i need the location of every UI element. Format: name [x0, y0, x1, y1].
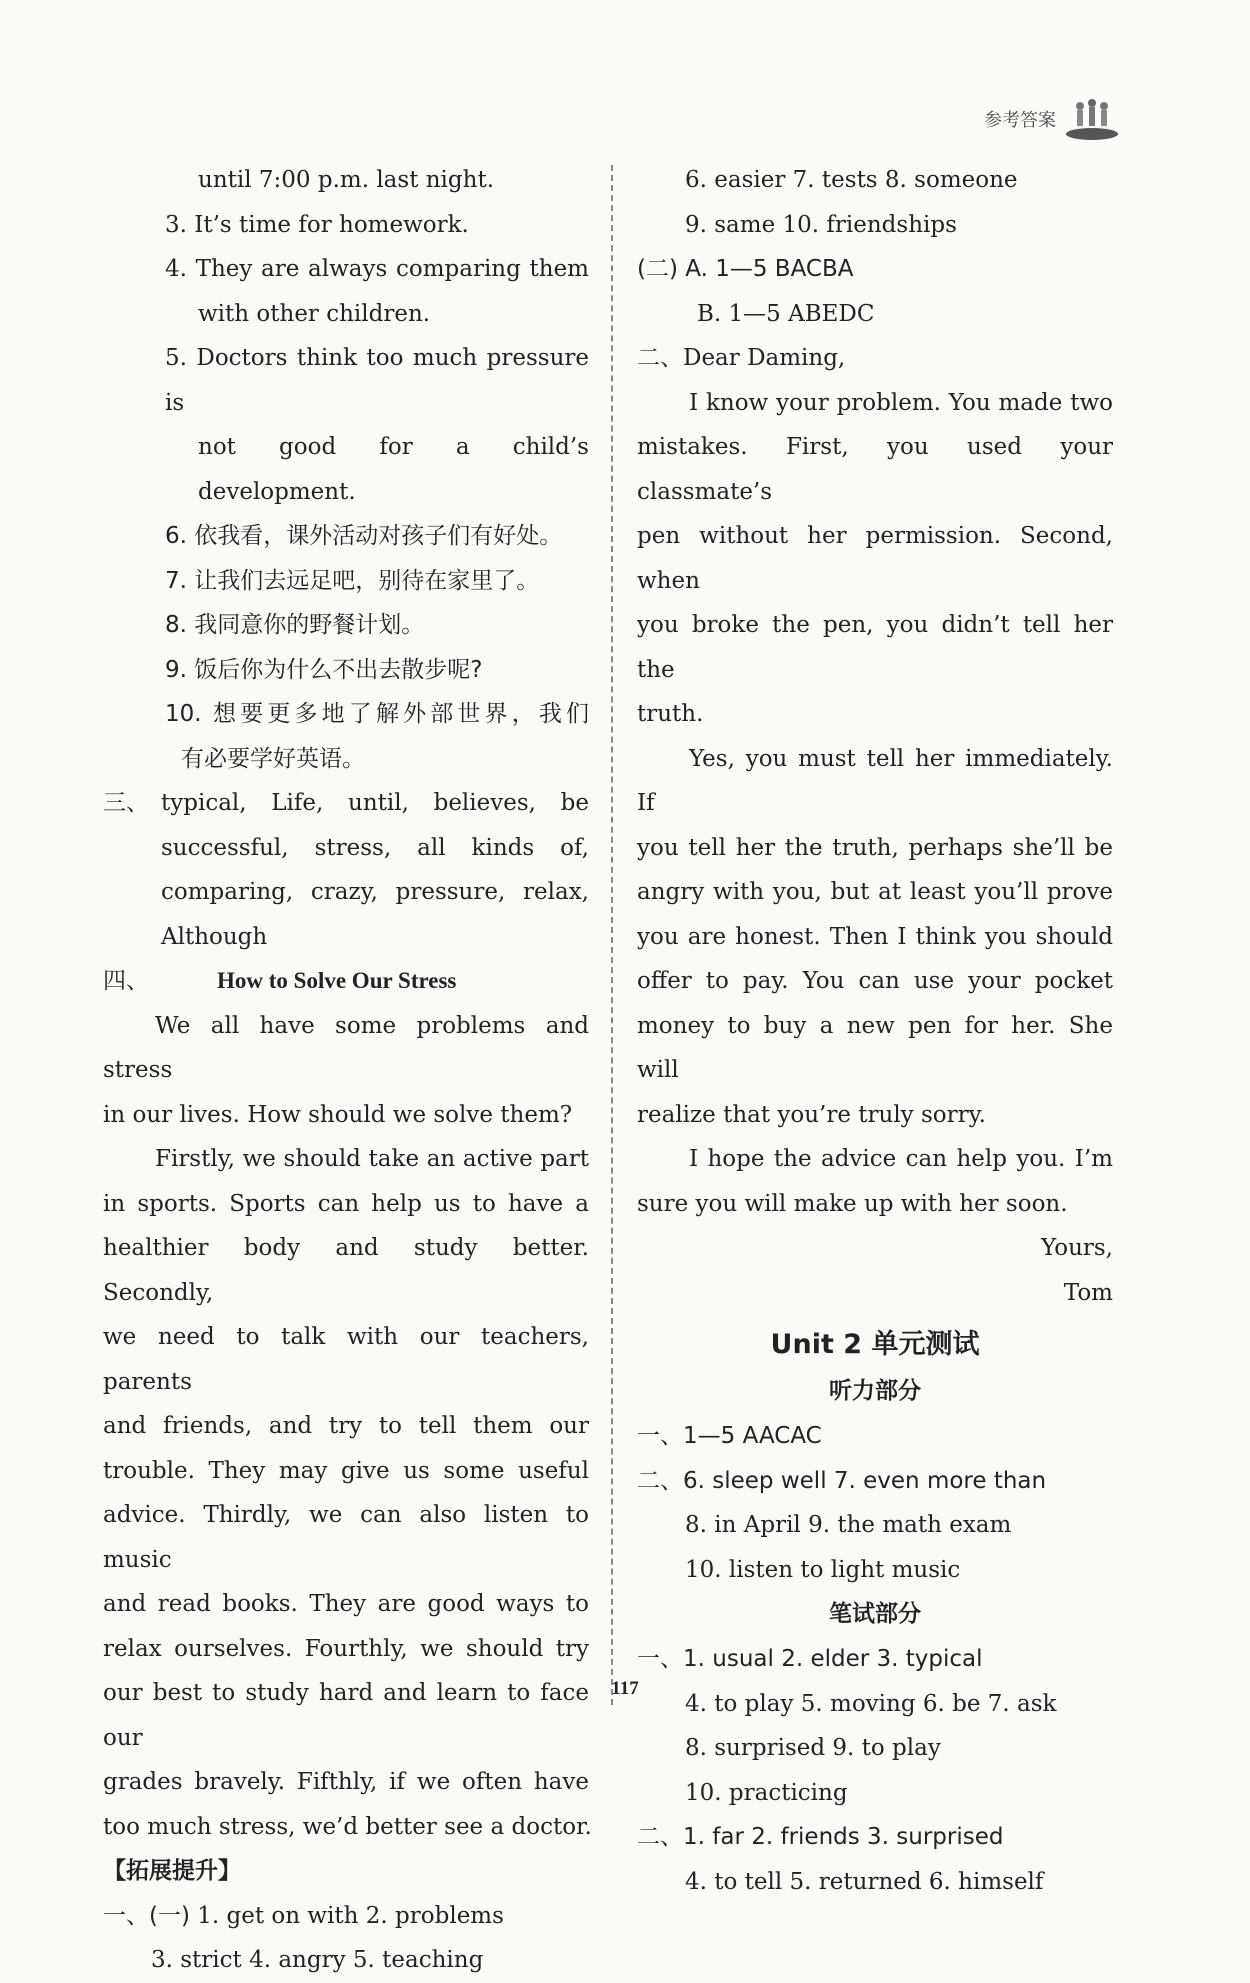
answer-line: 9. 饭后你为什么不出去散步呢? [165, 656, 483, 683]
letter-line: mistakes. First, you used your classmate’s [637, 434, 1113, 505]
essay-line: in sports. Sports can help us to have a [103, 1190, 589, 1217]
column-divider [611, 165, 613, 1705]
answer-line: 9. same 10. friendships [685, 211, 957, 238]
essay-line: too much stress, we’d better see a doctor. [103, 1813, 592, 1840]
figures-logo-icon [1064, 96, 1120, 142]
section-4 [103, 959, 589, 1004]
essay-line: and read books. They are good ways to [103, 1591, 589, 1617]
section-3 [103, 781, 589, 826]
answer-line: 8. 我同意你的野餐计划。 [165, 612, 425, 638]
answer-line: 4. They are always comparing them [165, 256, 589, 282]
answer-line: 8. in April 9. the math exam [685, 1512, 1012, 1538]
answer-line: 3. It’s time for homework. [165, 211, 469, 238]
letter-line: you are honest. Then I think you should [637, 923, 1113, 950]
letter-line: angry with you, but at least you’ll prove [637, 879, 1113, 905]
section-mark: 三、 [103, 790, 149, 816]
letter-greeting: 二、Dear Daming, [637, 345, 846, 371]
essay-title: How to Solve Our Stress [217, 968, 457, 993]
extension-line [103, 1894, 589, 1939]
answer-line: successful, stress, all kinds of, [161, 834, 589, 861]
letter-line: sure you will make up with her soon. [637, 1190, 1068, 1217]
unit-title: Unit 2 单元测试 [770, 1329, 980, 1360]
answer-line: B. 1—5 ABEDC [697, 300, 875, 327]
answer-line: 一、1—5 AACAC [637, 1423, 822, 1449]
answer-line: with other children. [198, 300, 431, 327]
essay-line: trouble. They may give us some useful [103, 1457, 589, 1484]
answer-line: 8. surprised 9. to play [685, 1735, 941, 1761]
answer-line: until 7:00 p.m. last night. [198, 167, 495, 193]
section-mark: 四、 [103, 968, 149, 994]
answer-line: not good for a child’s development. [198, 434, 589, 505]
right-column [637, 158, 1113, 1904]
page-number: 117 [611, 1678, 639, 1699]
essay-line: and friends, and try to tell them our [103, 1413, 589, 1439]
answer-line: Although [161, 923, 268, 950]
answer-line: 二、6. sleep well 7. even more than [637, 1467, 1047, 1494]
essay-line: Firstly, we should take an active part [155, 1146, 589, 1172]
essay-line: advice. Thirdly, we can also listen to music [103, 1502, 589, 1573]
answer-line: 5. Doctors think too much pressure is [165, 345, 589, 416]
answer-line: typical, Life, until, believes, be [161, 790, 589, 816]
essay-line: We all have some problems and stress [103, 1012, 589, 1083]
letter-line: realize that you’re truly sorry. [637, 1101, 986, 1128]
writing-title: 笔试部分 [829, 1601, 921, 1627]
answer-line: 1. get on with 2. problems [197, 1902, 504, 1929]
answer-line: 二、1. far 2. friends 3. surprised [637, 1824, 1004, 1850]
letter-signature: Tom [1063, 1279, 1113, 1306]
answer-line: 一、1. usual 2. elder 3. typical [637, 1646, 983, 1672]
letter-closing: Yours, [1041, 1235, 1113, 1261]
extension-title: 【拓展提升】 [103, 1858, 241, 1884]
answer-line: comparing, crazy, pressure, relax, [161, 879, 589, 905]
answer-line: 10. listen to light music [685, 1556, 961, 1583]
answer-line: 有必要学好英语。 [181, 745, 365, 772]
answer-line: (二) A. 1—5 BACBA [637, 256, 854, 282]
page-header [984, 96, 1120, 142]
answer-line: 10. practicing [685, 1779, 848, 1806]
answer-line: 4. to tell 5. returned 6. himself [685, 1868, 1044, 1895]
section-mark: 一、(一) [103, 1902, 190, 1929]
letter-line: you tell her the truth, perhaps she’ll be [637, 834, 1113, 861]
answer-line: 6. 依我看，课外活动对孩子们有好处。 [165, 523, 563, 549]
left-column [103, 158, 592, 1983]
essay-line: grades bravely. Fifthly, if we often have [103, 1769, 589, 1795]
letter-line: you broke the pen, you didn’t tell her the [637, 612, 1113, 683]
header-label: 参考答案 [984, 110, 1056, 131]
answer-line: 4. to play 5. moving 6. be 7. ask [685, 1690, 1057, 1717]
listening-title: 听力部分 [829, 1378, 921, 1404]
letter-line: Yes, you must tell her immediately. If [637, 745, 1113, 816]
essay-line: our best to study hard and learn to face our [103, 1680, 589, 1751]
essay-line: healthier body and study better. Secondly, [103, 1235, 589, 1306]
letter-line: money to buy a new pen for her. She will [637, 1012, 1113, 1083]
answer-line: 10. 想要更多地了解外部世界，我们 [165, 701, 589, 727]
essay-line: relax ourselves. Fourthly, we should try [103, 1635, 589, 1662]
answer-line: 7. 让我们去远足吧，别待在家里了。 [165, 567, 540, 594]
letter-line: truth. [637, 701, 704, 727]
answer-line: 6. easier 7. tests 8. someone [685, 167, 1018, 193]
essay-line: in our lives. How should we solve them? [103, 1101, 573, 1128]
letter-line: I know your problem. You made two [689, 389, 1113, 416]
letter-line: offer to pay. You can use your pocket [637, 968, 1113, 994]
letter-line: I hope the advice can help you. I’m [689, 1146, 1113, 1172]
letter-line: pen without her permission. Second, when [637, 523, 1113, 594]
essay-line: we need to talk with our teachers, parents [103, 1324, 589, 1395]
answer-line: 3. strict 4. angry 5. teaching [151, 1947, 484, 1973]
